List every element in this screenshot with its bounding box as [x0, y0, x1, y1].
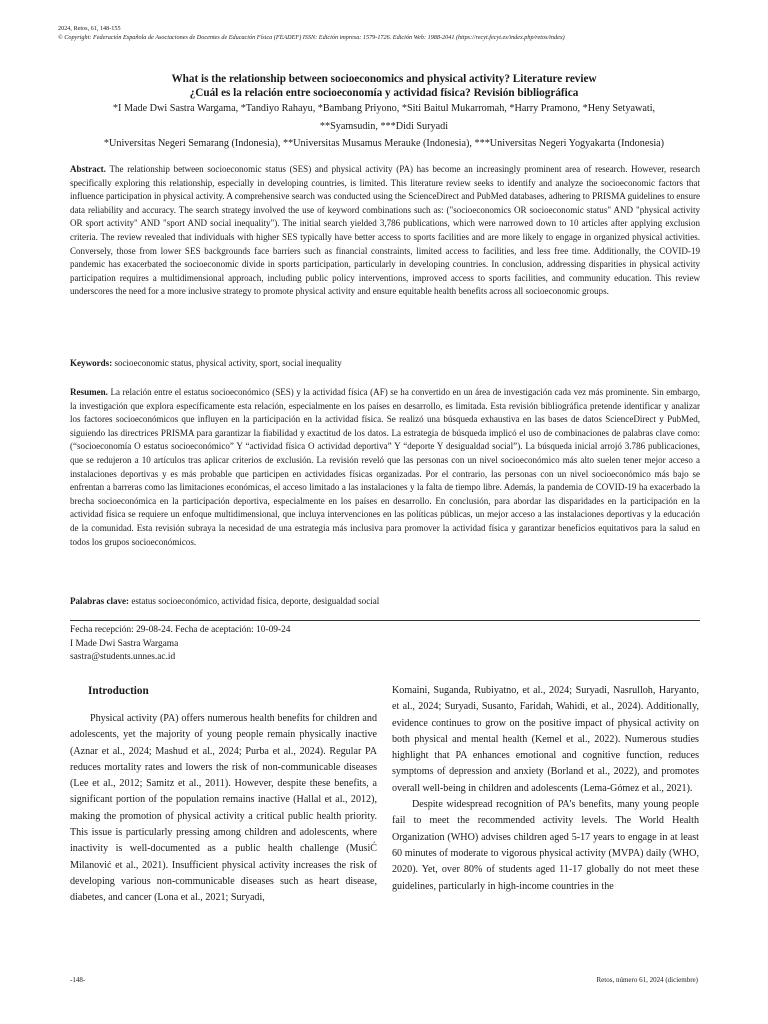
journal-footer: Retos, número 61, 2024 (diciembre)	[596, 976, 698, 984]
received-accepted-dates: Fecha recepción: 29-08-24. Fecha de aceptación: 10-09-24	[70, 625, 291, 635]
right-column	[392, 683, 699, 895]
palabras-clave-label: Palabras clave:	[70, 596, 130, 606]
abstract-text: The relationship between socioeconomic status (SES) and physical activity (PA) has become an increasingly prominent area of research. However, research specifically exploring this relationship, especially in developing countries, is limited. This literature review seeks to identify and analyze the socioeconomic factors that influence participation in physical activity. A comprehensive search was conducted using the ScienceDirect and PubMed databases, adhering to PRISMA guidelines to ensure data reliability and accuracy. The search strategy involved the use of keyword combinations such as: ("socioeconomics OR socioeconomic status" AND "physical activity OR sport activity" AND "sport AND social inequality"). The initial search yielded 3,786 publications, which were narrowed down to 10 articles after applying exclusion criteria. The review revealed that individuals with higher SES typically have better access to sports facilities and are more likely to engage in organized physical activities. Conversely, those from lower SES backgrounds face barriers such as financial constraints, limited access to facilities, and less free time. Additionally, the COVID-19 pandemic has exacerbated the socioeconomic divide in sports participation, particularly in developing countries. In conclusion, addressing disparities in physical activity participation requires a multidimensional approach, including public policy interventions, improved access to sports facilities, and community education. This review underscores the need for a more inclusive strategy to promote physical activity and ensure equitable health benefits across all socioeconomic groups.	[70, 164, 700, 297]
abstract-block	[70, 163, 700, 299]
keywords-text: socioeconomic status, physical activity, sport, social inequality	[114, 358, 342, 368]
introduction-heading: Introduction	[88, 685, 149, 697]
section-divider	[70, 620, 700, 621]
palabras-clave-block	[70, 595, 700, 609]
page-number: -148-	[70, 976, 86, 984]
resumen-label: Resumen.	[70, 387, 108, 397]
keywords-block	[70, 357, 700, 371]
authors-line-1: *I Made Dwi Sastra Wargama, *Tandiyo Rahayu, *Bambang Priyono, *Siti Baitul Mukarromah, *Harry Pramono, *Heny Setyawati,	[112, 103, 656, 114]
title-spanish: ¿Cuál es la relación entre socioeconomía y actividad física? Revisión bibliográfica	[189, 87, 579, 99]
affiliations: *Universitas Negeri Semarang (Indonesia), **Universitas Musamus Merauke (Indonesia), ***Universitas Negeri Yogyakarta (Indonesia)	[103, 138, 665, 149]
running-header	[58, 24, 708, 42]
authors-line-2: **Syamsudin, ***Didi Suryadi	[319, 121, 449, 132]
author-email: sastra@students.unnes.ac.id	[70, 652, 176, 662]
corresponding-author: I Made Dwi Sastra Wargama	[70, 638, 179, 649]
palabras-clave-text: estatus socioeconómico, actividad física, deporte, desigualdad social	[131, 596, 380, 606]
abstract-label: Abstract.	[70, 164, 106, 174]
article-meta	[70, 624, 470, 665]
title-english: What is the relationship between socioeconomics and physical activity? Literature review	[171, 73, 597, 85]
resumen-text: La relación entre el estatus socioeconómico (SES) y la actividad física (AF) se ha convertido en un área de investigación cada vez más prominente. Sin embargo, la investigación que explora específicamente esta relación, especialmente en los países en desarrollo, es limitada. Esta revisión bibliográfica pretende identificar y analizar los factores socioeconómicos que influyen en la participación en la actividad física. Se realizó una búsqueda exhaustiva en las bases de datos ScienceDirect y PubMed, siguiendo las directrices PRISMA para garantizar la fiabilidad y exactitud de los datos. La estrategia de búsqueda implicó el uso de combinaciones de palabras clave como: (“socioeconomía O estatus socioeconómico” Y “actividad física O actividad deportiva” Y “deporte Y desigualdad social”). La búsqueda inicial arrojó 3.786 publicaciones, que se redujeron a 10 artículos tras aplicar criterios de exclusión. La revisión reveló que las personas con un nivel socioeconómico más alto suelen tener mejor acceso a instalaciones deportivas y es más probable que participen en actividades físicas organizadas. Por el contrario, las personas con un nivel socioeconómico más bajo se enfrentan a barreras como las limitaciones económicas, el acceso limitado a las instalaciones y la falta de tiempo libre. Además, la pandemia de COVID-19 ha exacerbado la brecha socioeconómica en la participación deportiva, especialmente en los países en desarrollo. En conclusión, para abordar las disparidades en la participación en la actividad física se requiere un enfoque multidimensional, que incluya intervenciones en las políticas públicas, un mejor acceso a las instalaciones deportivas y la educación de la comunidad. Esta revisión subraya la necesidad de una estrategia más inclusiva para promover la actividad física y garantizar beneficios equitativos para la salud en todos los grupos socioeconómicos.	[70, 387, 701, 547]
copyright-line: © Copyright: Federación Española de Asociaciones de Docentes de Educación Física (FEADEF) ISSN: Edición impresa: 1579-1726. Edición Web: 1988-2041 (https://recyt.fecyt.es/index.php/retos/index)	[58, 34, 565, 41]
introduction-paragraph-2: Despite widespread recognition of PA's benefits, many young people fail to meet the recommended activity levels. The World Health Organization (WHO) advises children aged 5-17 years to engage in at least 60 minutes of moderate to vigorous physical activity (MVPA) daily (WHO, 2020). Yet, over 80% of students aged 11-17 globally do not meet these guidelines, particularly in high-income countries in the	[392, 799, 699, 892]
left-column	[70, 683, 377, 907]
keywords-label: Keywords:	[70, 358, 113, 368]
introduction-paragraph-1-cont: Komaini, Suganda, Rubiyatno, et al., 2024; Suryadi, Nasrulloh, Haryanto, et al., 2024; Suryadi, Susanto, Faridah, Wahidi, et al., 2024). Additionally, evidence continues to grow on the positive impact of physical activity on both physical and mental health (Kemel et al., 2022). Numerous studies highlight that PA enhances emotional and cognitive function, reduces symptoms of depression and anxiety (Borland et al., 2022), and promotes overall well-being in children and adolescents (Lema-Gómez et al., 2021).	[392, 685, 699, 794]
resumen-block	[70, 386, 700, 549]
introduction-paragraph-1: Physical activity (PA) offers numerous health benefits for children and adolescents, yet the majority of young people remain physically inactive (Aznar et al., 2024; Mashud et al., 2024; Purba et al., 2024). Regular PA reduces mortality rates and lowers the risk of non-communicable diseases (Lee et al., 2012; Samitz et al., 2011). However, despite these benefits, a significant portion of the population remains inactive (Hallal et al., 2012), making the promotion of physical activity a critical public health priority. This issue is particularly pressing among children and adolescents, where inactivity is well-documented as a public health challenge (MusiĆ Milanović et al., 2021). Insufficient physical activity increases the risk of developing various non-communicable diseases such as heart disease, diabetes, and cancer (Lona et al., 2021; Suryadi,	[70, 713, 377, 904]
citation-line: 2024, Retos, 61, 148-155	[58, 25, 121, 32]
